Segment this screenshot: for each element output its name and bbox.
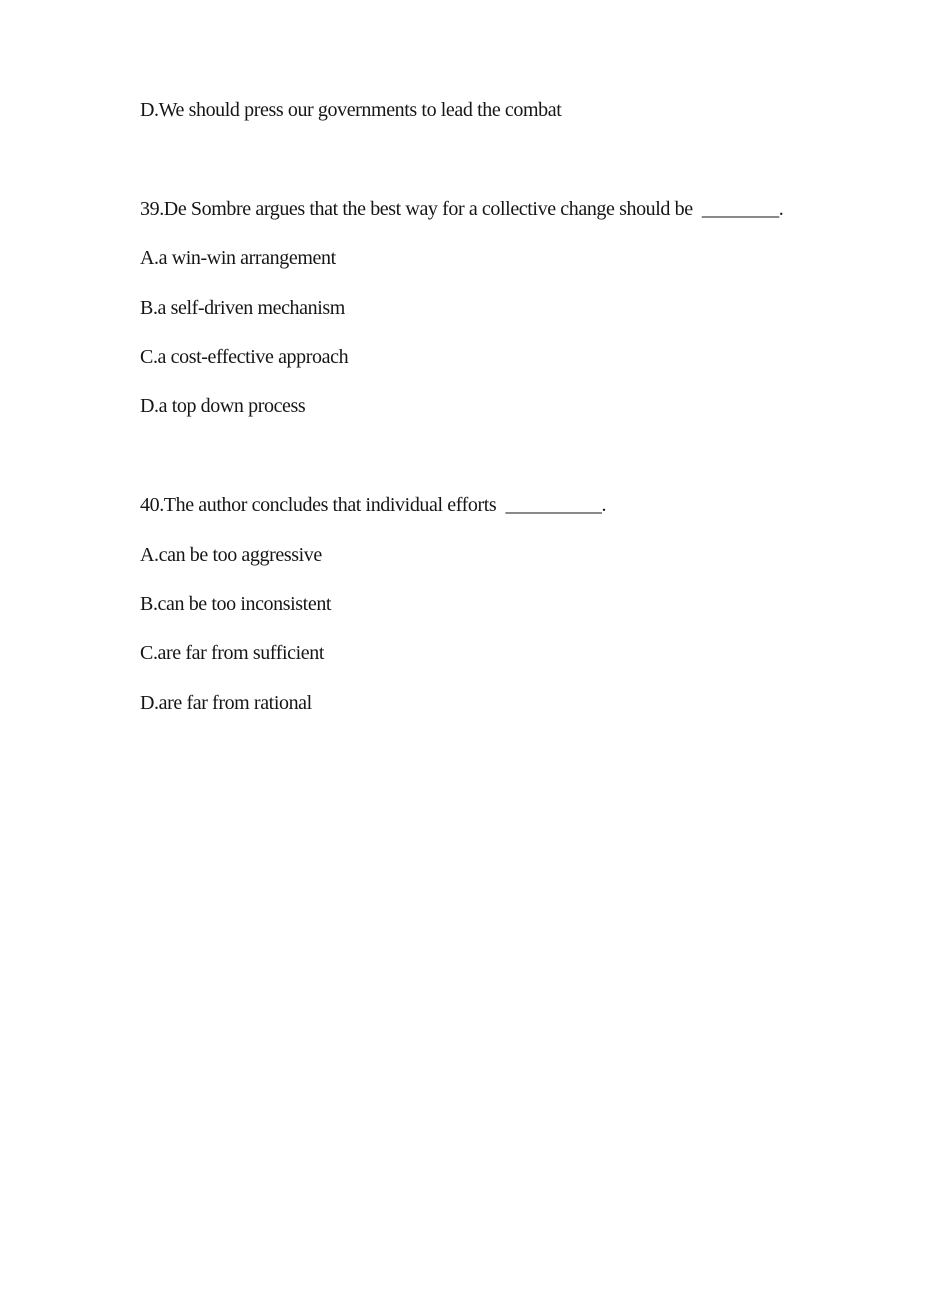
question-39-option-a: A.a win-win arrangement (140, 247, 336, 270)
question-39-option-b: B.a self-driven mechanism (140, 296, 345, 319)
question-40-option-c: C.are far from sufficient (140, 642, 324, 665)
question-40-stem: 40.The author concludes that individual efforts __________. (140, 494, 607, 517)
blank-line (140, 135, 906, 184)
question-40-option-b: B.can be too inconsistent (140, 592, 332, 615)
document-content (140, 86, 906, 728)
question-39-option-c: C.a cost-effective approach (140, 345, 349, 368)
question-40-option-a: A.can be too aggressive (140, 543, 322, 566)
question-39-stem: 39.De Sombre argues that the best way for a collective change should be ________. (140, 197, 784, 220)
question-40-option-d: D.are far from rational (140, 691, 312, 714)
blank-line (140, 432, 906, 481)
question-39-option-d: D.a top down process (140, 395, 306, 418)
previous-question-option-d: D.We should press our governments to lead the combat (140, 99, 562, 121)
